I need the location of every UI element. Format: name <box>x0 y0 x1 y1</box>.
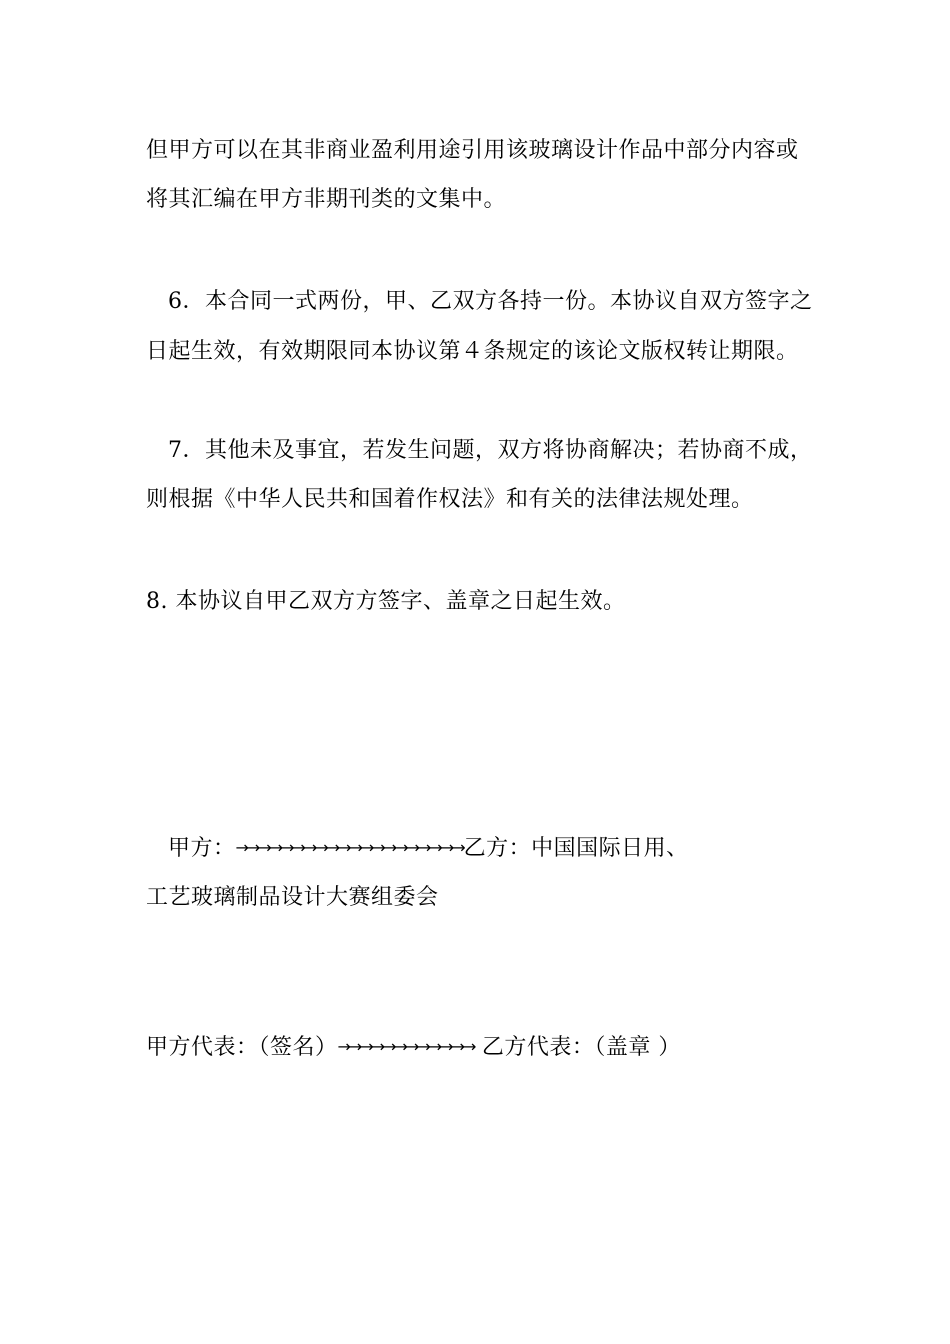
paragraph-7-line-1: 7．其他未及事宜，若发生问题，双方将协商解决；若协商不成， <box>168 438 813 463</box>
party-a-rep-fill-arrows: →→→→→→→→→→→→ <box>337 1037 475 1056</box>
party-a-label: 甲方： <box>168 836 236 861</box>
paragraph-5-line-1: 但甲方可以在其非商业盈利用途引用该玻璃设计作品中部分内容或 <box>146 138 799 163</box>
party-b-rep-label: 乙方代表：（盖章 ） <box>474 1035 681 1060</box>
paragraph-6-line-1: 6．本合同一式两份，甲、乙双方各持一份。本协议自双方签字之 <box>168 289 813 314</box>
party-a-rep-label: 甲方代表：（签名） <box>146 1035 338 1060</box>
paragraph-5-line-2: 将其汇编在甲方非期刊类的文集中。 <box>146 187 507 212</box>
party-line <box>168 833 689 864</box>
representatives-line <box>146 1032 681 1063</box>
party-b-continuation: 工艺玻璃制品设计大赛组委会 <box>146 885 439 910</box>
paragraph-8-line-1: 8. 本协议自甲乙双方方签字、盖章之日起生效。 <box>146 589 626 614</box>
paragraph-6-line-2: 日起生效，有效期限同本协议第４条规定的该论文版权转让期限。 <box>146 339 799 364</box>
paragraph-7-line-2: 则根据《中华人民共和国着作权法》和有关的法律法规处理。 <box>146 487 754 512</box>
party-a-fill-arrows: →→→→→→→→→→→→→→→→→→→→ <box>235 838 464 857</box>
party-b-label: 乙方：中国国际日用、 <box>463 836 689 861</box>
